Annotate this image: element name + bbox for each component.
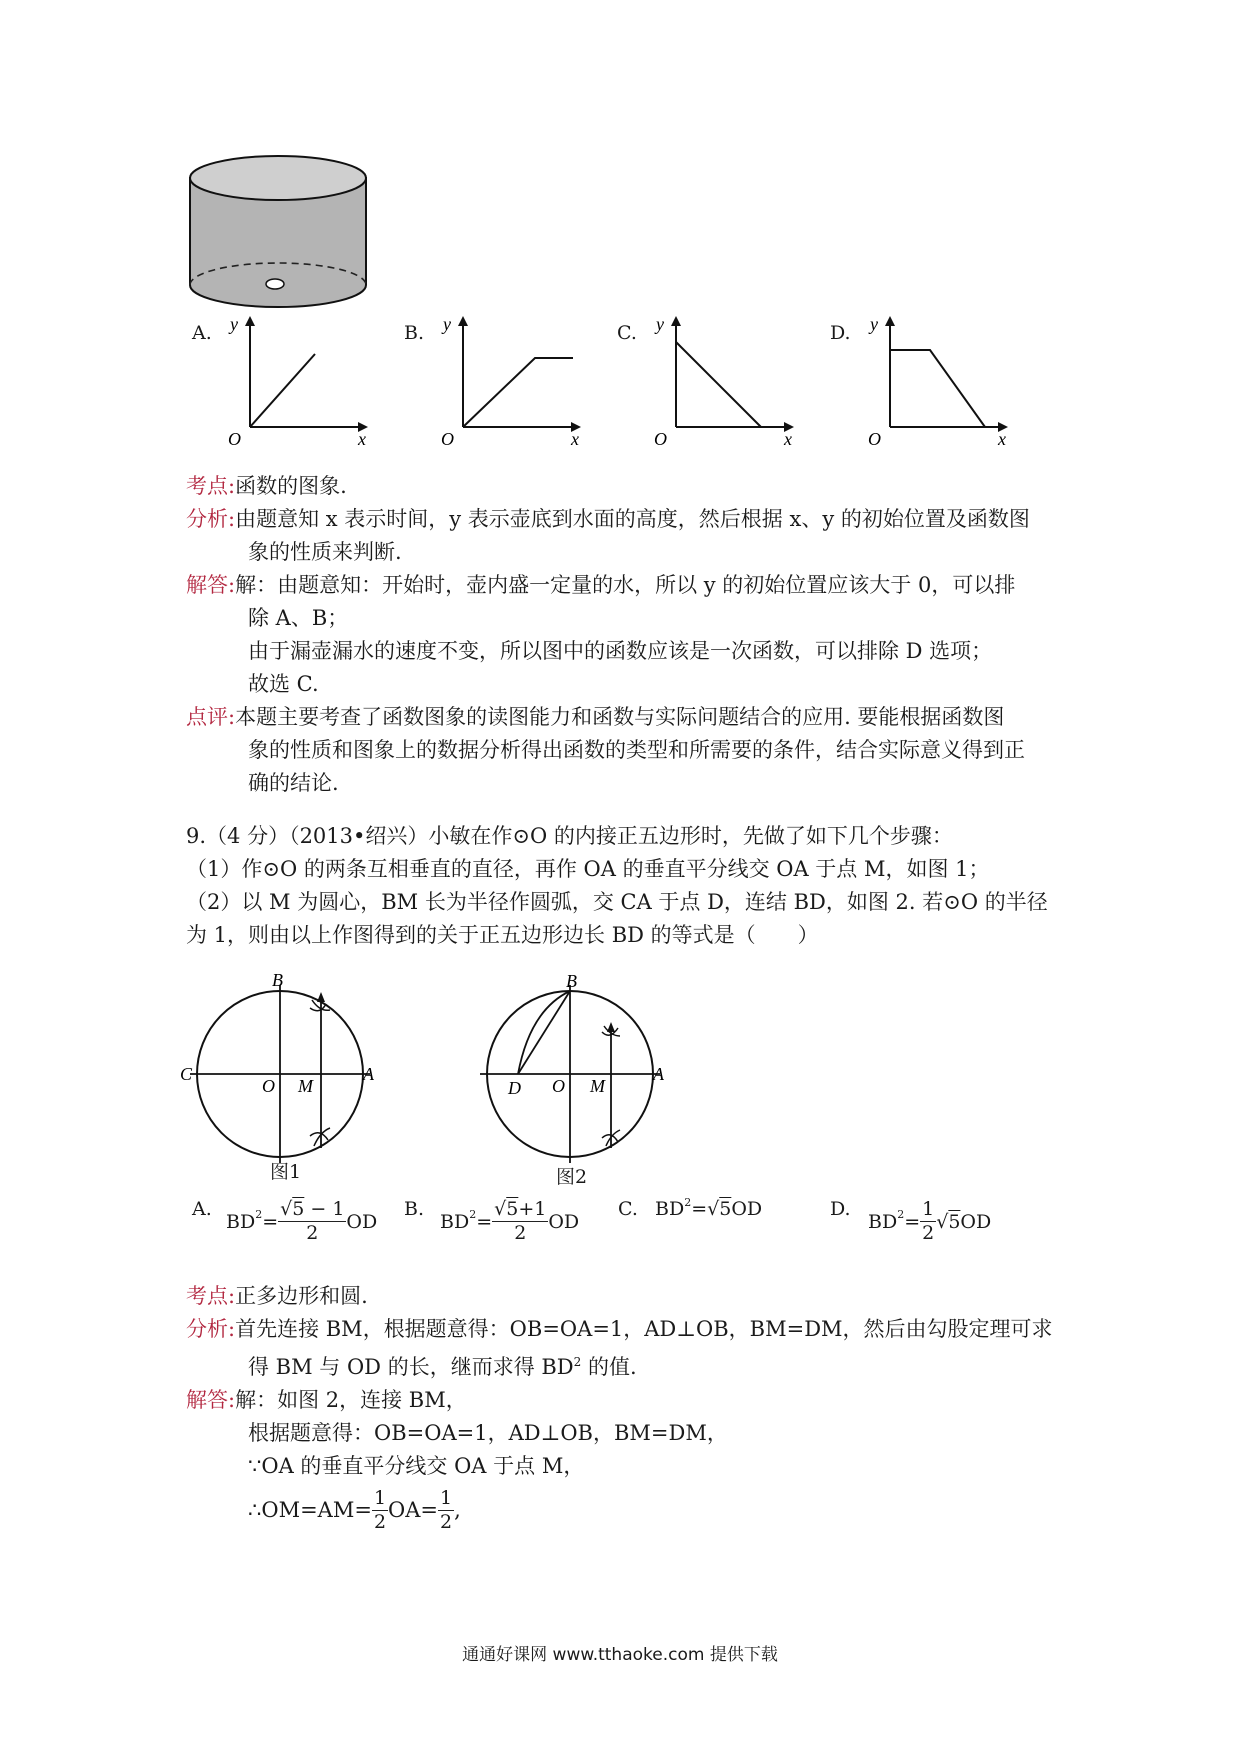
- q9-option-b-label: B.: [404, 1198, 425, 1220]
- q9-option-c-formula: BD $^2$ = √5 OD: [655, 1195, 763, 1220]
- q8-option-b-graph: [433, 312, 593, 447]
- jieda-line-3: 由于漏壶漏水的速度不变，所以图中的函数应该是一次函数，可以排除 D 选项；: [248, 639, 993, 663]
- q9-stem-line-2: （1）作⊙O 的两条互相垂直的直径，再作 OA 的垂直平分线交 OA 于点 M，如图 1；: [186, 857, 990, 881]
- kaodian-label: 考点:: [186, 1284, 236, 1308]
- fenxi-row: [186, 1313, 1053, 1346]
- jieda-line-2: 根据题意得：OB=OA=1，AD⊥OB，BM=DM，: [248, 1421, 728, 1445]
- q8-analysis: [186, 470, 1030, 800]
- x-axis-label: x: [784, 429, 792, 447]
- origin-label: O: [654, 429, 667, 447]
- dianping-line-2: 象的性质和图象上的数据分析得出函数的类型和所需要的条件，结合实际意义得到正: [248, 738, 1025, 762]
- y-axis-label: y: [656, 314, 664, 334]
- q9-option-d-label: D.: [830, 1198, 851, 1220]
- point-B-label: B: [566, 971, 577, 991]
- q8-option-d-graph: [860, 312, 1020, 447]
- q8-option-a-graph: [220, 312, 380, 447]
- jieda-row: [186, 1384, 1053, 1417]
- kaodian-text: 函数的图象.: [235, 474, 347, 498]
- fenxi-row: [186, 503, 1030, 536]
- q9-option-c-label: C.: [618, 1198, 638, 1220]
- dianping-row: [186, 701, 1030, 734]
- q8-option-a-label: A.: [192, 322, 212, 344]
- jieda-line-4: 故选 C.: [248, 672, 319, 696]
- y-axis-label: y: [443, 314, 451, 334]
- fenxi-text-cont: 象的性质来判断.: [248, 540, 402, 564]
- origin-label: O: [441, 429, 454, 447]
- jieda-label: 解答:: [186, 1388, 236, 1412]
- fenxi-text-cont: 得 BM 与 OD 的长，继而求得 $BD^2$ 的值.: [248, 1355, 637, 1379]
- q9-stem: [186, 820, 1048, 952]
- q9-stem-line-1: 9.（4 分）（2013•绍兴）小敏在作⊙O 的内接正五边形时，先做了如下几个步骤：: [186, 824, 953, 848]
- point-A-label: A: [363, 1064, 374, 1084]
- q8-option-c-label: C.: [617, 322, 637, 344]
- point-C-label: C: [180, 1064, 193, 1084]
- kaodian-row: [186, 1280, 1053, 1313]
- kaodian-label: 考点:: [186, 474, 236, 498]
- y-axis-label: y: [230, 314, 238, 334]
- q9-option-b-formula: BD $^2$ = $\frac{√5+1}{2}$ OD: [440, 1198, 580, 1244]
- x-axis-label: x: [571, 429, 579, 447]
- q9-stem-line-3: （2）以 M 为圆心，BM 长为半径作圆弧，交 CA 于点 D，连结 BD，如图 2. 若⊙O 的半径: [186, 890, 1048, 914]
- dianping-label: 点评:: [186, 705, 236, 729]
- fenxi-text: 首先连接 BM，根据题意得：OB=OA=1，AD⊥OB，BM=DM，然后由勾股定理可求: [235, 1317, 1053, 1341]
- figure-2-caption: 图2: [556, 1166, 588, 1188]
- q9-stem-line-4: 为 1，则由以上作图得到的关于正五边形边长 BD 的等式是（ ）: [186, 923, 819, 947]
- fenxi-label: 分析:: [186, 507, 236, 531]
- y-axis-label: y: [870, 314, 878, 334]
- jieda-text: 解：由题意知：开始时，壶内盛一定量的水，所以 y 的初始位置应该大于 0，可以排: [235, 573, 1016, 597]
- q8-option-c-graph: [646, 312, 806, 447]
- jieda-line-4: ∴OM=AM= $\frac{1}{2}$ OA= $\frac{1}{2}$ ,: [248, 1487, 461, 1533]
- page-footer: 通通好课网 www.tthaoke.com 提供下载: [462, 1645, 778, 1665]
- fenxi-label: 分析:: [186, 1317, 236, 1341]
- point-A-label: A: [653, 1064, 664, 1084]
- point-D-label: D: [508, 1078, 521, 1098]
- q9-option-d-formula: BD $^2$ = $\frac{1}{2}$ √5 OD: [868, 1198, 992, 1244]
- q8-option-b-label: B.: [404, 322, 425, 344]
- jieda-line-2: 除 A、B；: [248, 606, 349, 630]
- point-M-label: M: [298, 1076, 313, 1096]
- origin-label: O: [228, 429, 241, 447]
- q9-analysis: [186, 1280, 1053, 1532]
- q9-option-a-formula: BD $^2$ = $\frac{√5 - 1}{2}$ OD: [226, 1198, 378, 1244]
- figure-1-caption: 图1: [270, 1161, 302, 1183]
- point-M-label: M: [590, 1076, 605, 1096]
- point-O-label: O: [552, 1076, 565, 1096]
- jieda-text: 解：如图 2，连接 BM，: [235, 1388, 467, 1412]
- jieda-row: [186, 569, 1030, 602]
- leaking-pot-figure: [180, 150, 380, 320]
- fenxi-text: 由题意知 x 表示时间，y 表示壶底到水面的高度，然后根据 x、y 的初始位置及函数图: [235, 507, 1030, 531]
- x-axis-label: x: [998, 429, 1006, 447]
- q9-option-a-label: A.: [192, 1198, 212, 1220]
- kaodian-row: [186, 470, 1030, 503]
- jieda-line-3: ∵OA 的垂直平分线交 OA 于点 M，: [248, 1454, 585, 1478]
- dianping-line-3: 确的结论.: [248, 771, 339, 795]
- jieda-label: 解答:: [186, 573, 236, 597]
- dianping-text: 本题主要考查了函数图象的读图能力和函数与实际问题结合的应用. 要能根据函数图: [235, 705, 1005, 729]
- circle-figure-2: [470, 970, 670, 1190]
- origin-label: O: [868, 429, 881, 447]
- point-O-label: O: [262, 1076, 275, 1096]
- kaodian-text: 正多边形和圆.: [235, 1284, 368, 1308]
- q8-option-d-label: D.: [830, 322, 851, 344]
- point-B-label: B: [272, 970, 283, 990]
- x-axis-label: x: [358, 429, 366, 447]
